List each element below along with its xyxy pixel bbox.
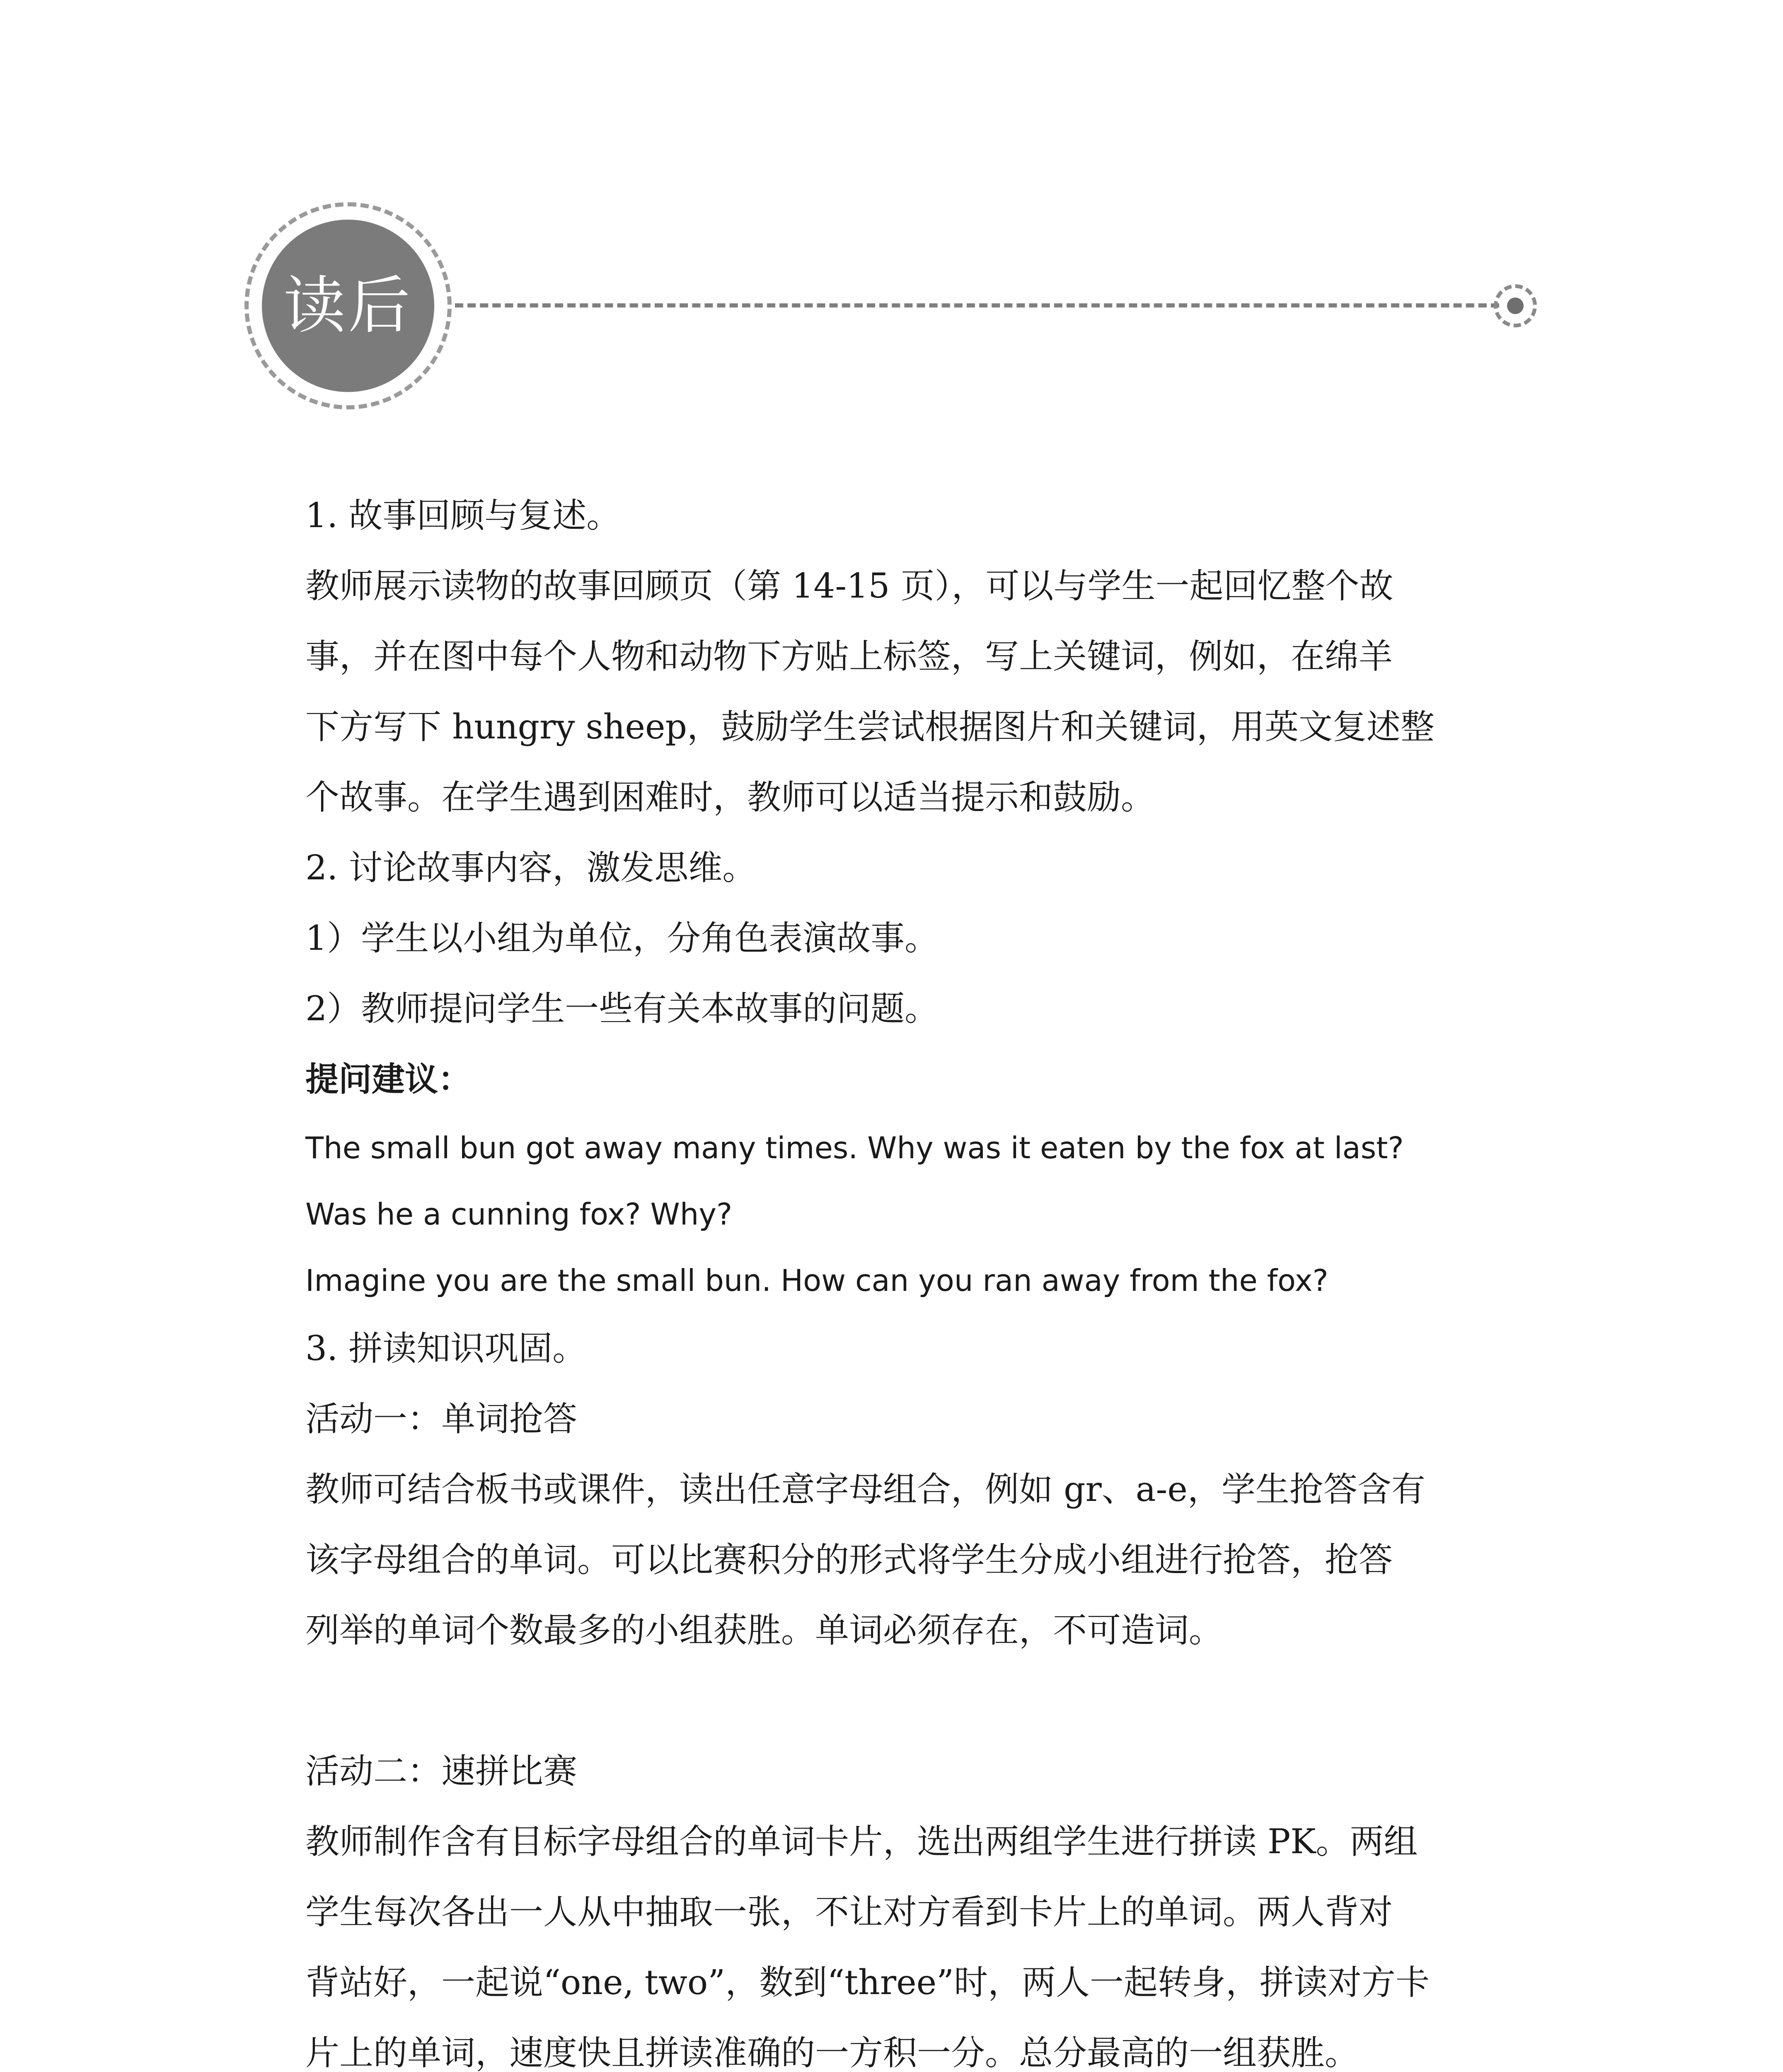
activity-1-line-1: 教师可结合板书或课件，读出任意字母组合，例如 gr、a-e，学生抢答含有 [305,1470,1425,1509]
activity-2-line-4: 片上的单词，速度快且拼读准确的一方积一分。总分最高的一组获胜。 [305,2033,1359,2072]
section-badge-label: 读后 [283,270,413,342]
activity-2-line-1: 教师制作含有目标字母组合的单词卡片，选出两组学生进行拼读 PK。两组 [305,1822,1418,1861]
activity-2-line-3: 背站好，一起说“one, two”，数到“three”时，两人一起转身，拼读对方卡 [305,1963,1430,2002]
document-body [305,481,1499,2072]
rule-end-dot [1507,298,1524,314]
activity-2-title: 活动二：速拼比赛 [305,1752,578,1791]
section-3-title: 3. 拼读知识巩固。 [305,1329,587,1368]
section-header [244,202,1539,409]
question-2: Was he a cunning fox? Why? [305,1197,733,1232]
section-1-line-2: 事，并在图中每个人物和动物下方贴上标签，写上关键词，例如，在绵羊 [305,637,1393,676]
section-1-line-1: 教师展示读物的故事回顾页（第 14-15 页），可以与学生一起回忆整个故 [305,566,1393,606]
activity-1-title: 活动一：单词抢答 [305,1399,578,1439]
questions-heading: 提问建议： [305,1060,471,1099]
section-1-line-3: 下方写下 hungry sheep，鼓励学生尝试根据图片和关键词，用英文复述整 [305,707,1435,747]
paragraph-gap [305,1666,1499,1736]
activity-1-line-3: 列举的单词个数最多的小组获胜。单词必须存在，不可造词。 [305,1611,1223,1650]
rule-end-marker-icon [1494,284,1537,327]
section-1-title: 1. 故事回顾与复述。 [305,496,621,535]
header-dashed-rule [455,303,1499,307]
question-1: The small bun got away many times. Why was it eaten by the fox at last? [305,1130,1404,1165]
section-2-item-1: 1）学生以小组为单位，分角色表演故事。 [305,919,939,958]
section-badge [262,220,434,392]
section-2-title: 2. 讨论故事内容，激发思维。 [305,848,757,888]
section-2-item-2: 2）教师提问学生一些有关本故事的问题。 [305,989,939,1029]
activity-1-line-2: 该字母组合的单词。可以比赛积分的形式将学生分成小组进行抢答，抢答 [305,1540,1393,1580]
activity-2-line-2: 学生每次各出一人从中抽取一张，不让对方看到卡片上的单词。两人背对 [305,1893,1393,1932]
section-1-line-4: 个故事。在学生遇到困难时，教师可以适当提示和鼓励。 [305,778,1155,817]
question-3: Imagine you are the small bun. How can you ran away from the fox? [305,1263,1328,1298]
